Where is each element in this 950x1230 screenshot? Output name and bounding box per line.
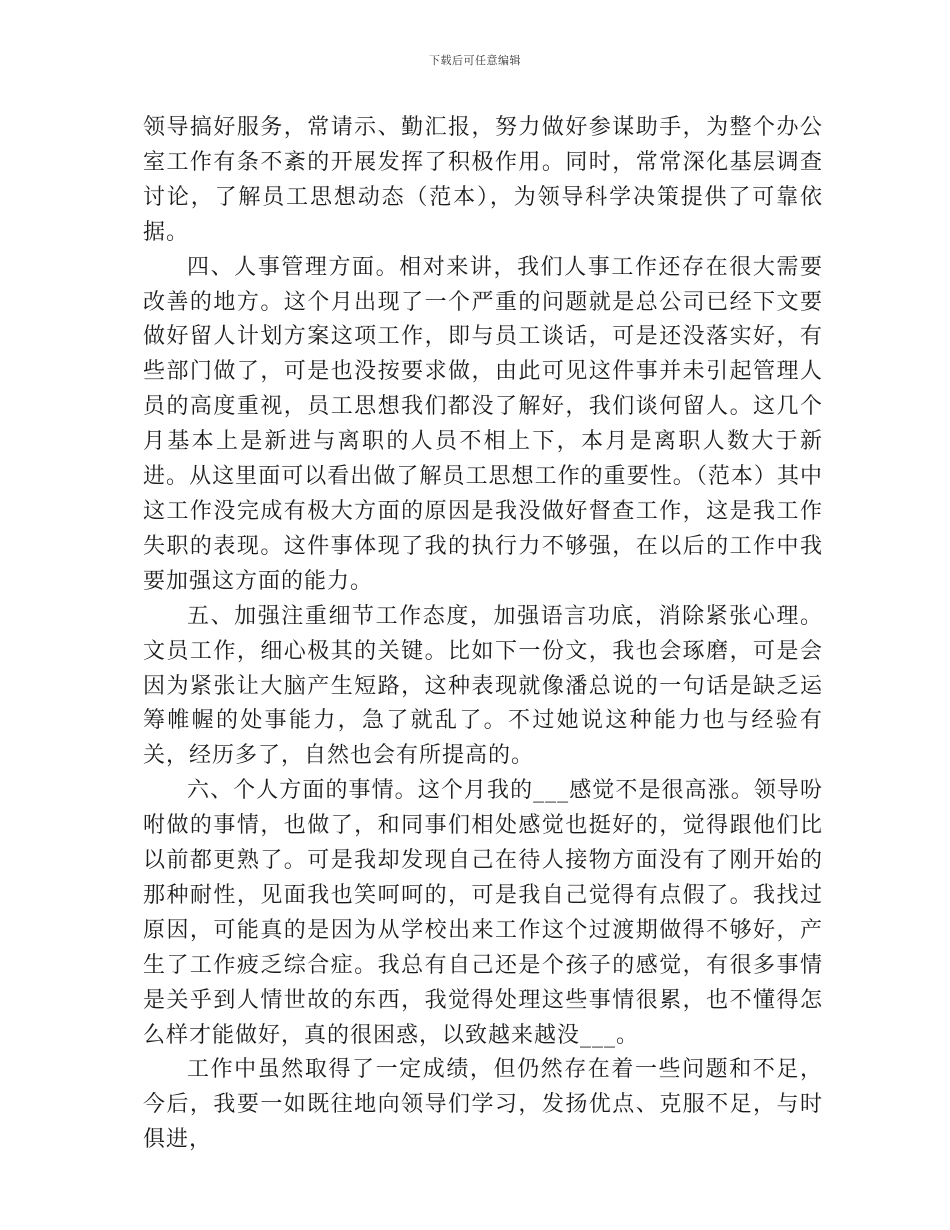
paragraph-personal-matters: 六、个人方面的事情。这个月我的___感觉不是很高涨。领导吩咐做的事情，也做了，和同事们相处感觉也挺好的，觉得跟他们比以前都更熟了。可是我却发现自己在待人接物方面没有了刚开始的那种耐性，见面我也笑呵呵的，可是我自己觉得有点假了。我找过原因，可能真的是因为从学校出来工作这个过渡期做得不够好，产生了工作疲乏综合症。我总有自己还是个孩子的感觉，有很多事情是关乎到人情世故的东西，我觉得处理这些事情很累，也不懂得怎么样才能做好，真的很困惑，以致越来越没___。 [143, 778, 823, 1048]
paragraph-detail-attitude: 五、加强注重细节工作态度，加强语言功底，消除紧张心理。文员工作，细心极其的关键。比如下一份文，我也会琢磨，可是会因为紧张让大脑产生短路，这种表现就像潘总说的一句话是缺乏运筹帷幄的处事能力，急了就乱了。不过她说这种能力也与经验有关，经历多了，自然也会有所提高的。 [143, 603, 823, 769]
paragraph-personnel-management: 四、人事管理方面。相对来讲，我们人事工作还存在很大需要改善的地方。这个月出现了一个严重的问题就是总公司已经下文要做好留人计划方案这项工作，即与员工谈话，可是还没落实好，有些部门做了，可是也没按要求做，由此可见这件事并未引起管理人员的高度重视，员工思想我们都没了解好，我们谈何留人。这几个月基本上是新进与离职的人员不相上下，本月是离职人数大于新进。从这里面可以看出做了解员工思想工作的重要性。（范本）其中这工作没完成有极大方面的原因是我没做好督查工作，这是我工作失职的表现。这件事体现了我的执行力不够强，在以后的工作中我要加强这方面的能力。 [143, 254, 823, 594]
paragraph-continuation: 领导搞好服务，常请示、勤汇报，努力做好参谋助手，为整个办公室工作有条不紊的开展发挥了积极作用。同时，常常深化基层调查讨论，了解员工思想动态（范本），为领导科学决策提供了可靠依据。 [143, 115, 823, 245]
paragraph-conclusion: 工作中虽然取得了一定成绩，但仍然存在着一些问题和不足，今后，我要一如既往地向领导们学习，发扬优点、克服不足，与时俱进， [143, 1057, 823, 1153]
document-body [143, 111, 823, 1158]
header-note: 下载后可任意编辑 [429, 54, 521, 67]
